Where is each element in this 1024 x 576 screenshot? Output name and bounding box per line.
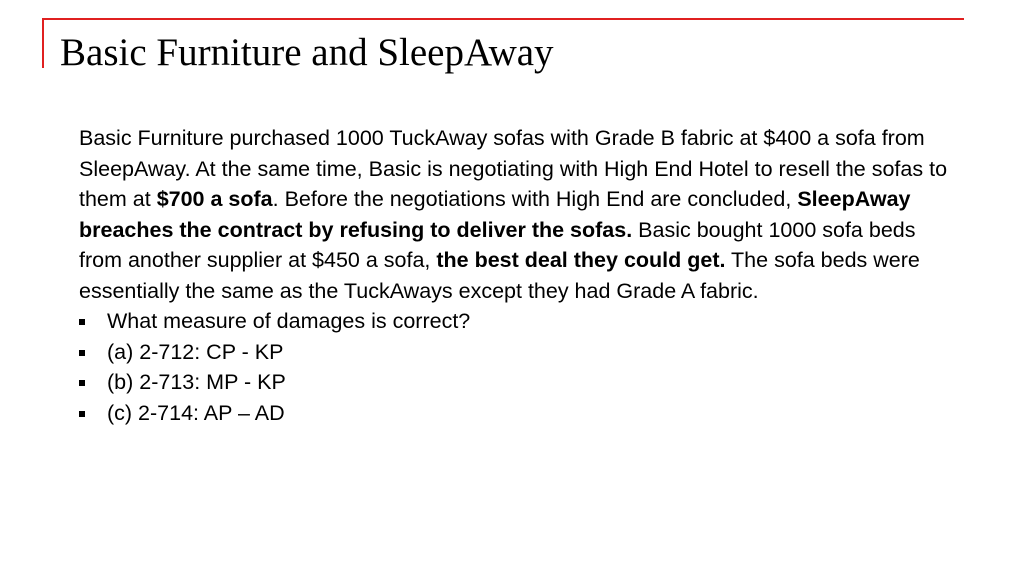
bullet-text: (b) 2-713: MP - KP xyxy=(107,370,286,394)
bullet-text: (a) 2-712: CP - KP xyxy=(107,339,284,364)
slide-title: Basic Furniture and SleepAway xyxy=(60,31,554,74)
bullet-item xyxy=(79,306,959,337)
title-rule-vertical xyxy=(42,18,44,68)
bullet-text: What measure of damages is correct? xyxy=(107,309,471,333)
paragraph-segment: . Before the negotiations with High End are concluded, xyxy=(272,187,798,211)
square-bullet-icon xyxy=(79,319,85,325)
square-bullet-icon xyxy=(79,350,85,356)
bullet-item xyxy=(79,367,959,398)
scenario-paragraph xyxy=(79,123,959,306)
paragraph-segment-bold: SleepAway breaches the contract by refusing to deliver the sofas. xyxy=(79,187,911,242)
paragraph-segment: Basic Furniture purchased 1000 TuckAway sofas with Grade B fabric at $400 a sofa from SleepAway. At the same time, Basic is negotiating with High End Hotel to resell the sofas to them at xyxy=(79,126,948,211)
bullet-text: (c) 2-714: AP – AD xyxy=(107,400,285,425)
bullet-item xyxy=(79,337,959,368)
bullet-list xyxy=(79,306,959,428)
paragraph-segment-bold: the best deal they could get. xyxy=(436,248,726,272)
square-bullet-icon xyxy=(79,411,85,417)
title-rule-horizontal xyxy=(42,18,964,20)
slide-body xyxy=(79,123,959,428)
paragraph-segment: Basic bought 1000 sofa beds from another supplier at $450 a sofa, xyxy=(79,217,916,272)
paragraph-segment: The sofa beds were essentially the same as the TuckAways except they had Grade A fabric. xyxy=(79,248,920,303)
paragraph-segment-bold: $700 a sofa xyxy=(156,187,273,211)
square-bullet-icon xyxy=(79,380,85,386)
bullet-item xyxy=(79,398,959,429)
